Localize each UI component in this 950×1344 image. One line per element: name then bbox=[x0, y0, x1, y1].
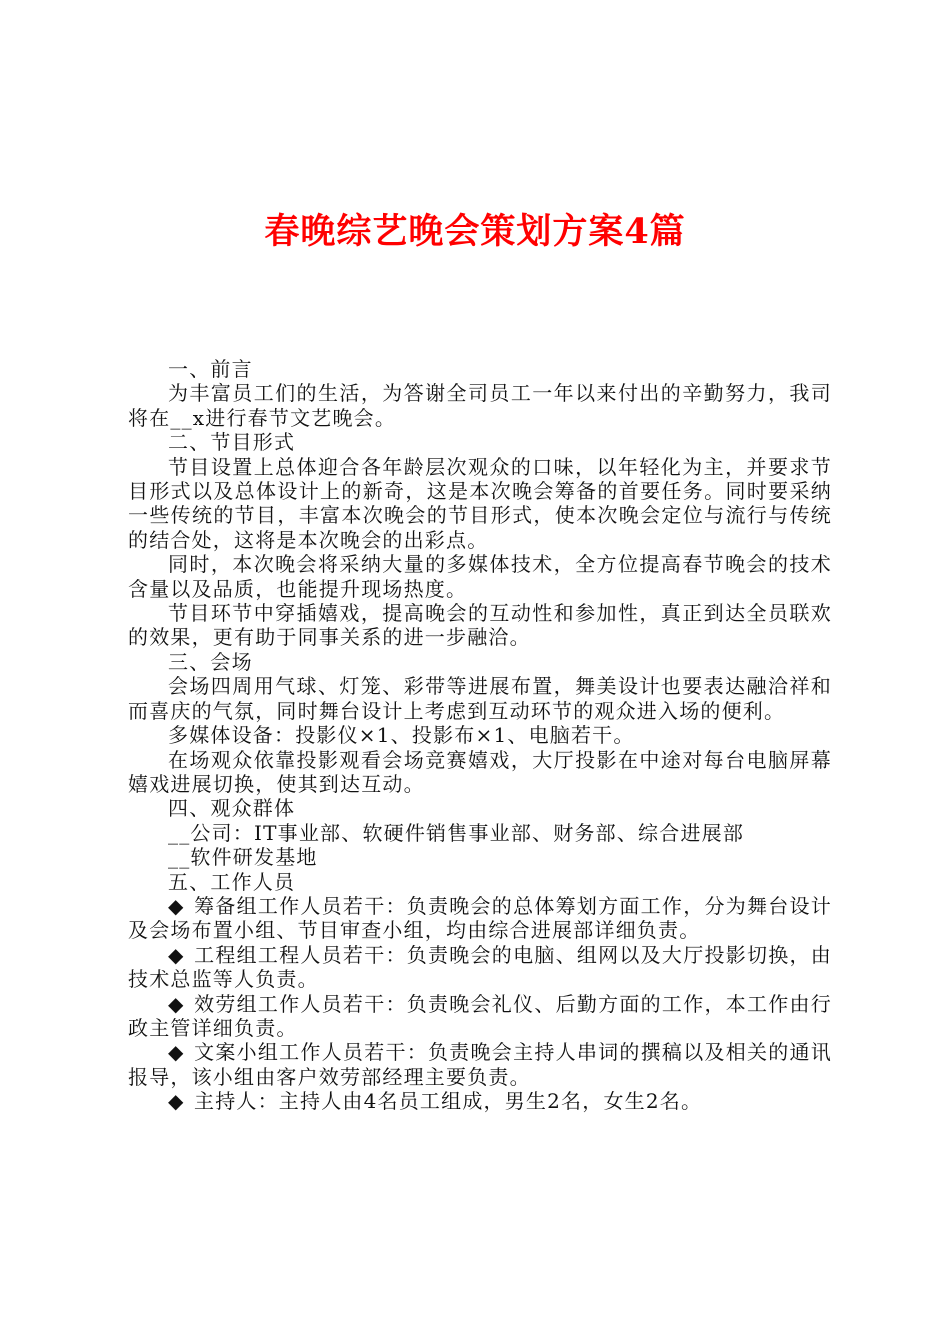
section-heading-audience: 四、观众群体 bbox=[168, 796, 296, 821]
section-heading-preface: 一、前言 bbox=[168, 357, 253, 381]
paragraph: 多媒体设备：投影仪×1、投影布×1、电脑若干。 bbox=[168, 723, 635, 748]
bullet-item bbox=[128, 894, 832, 943]
bullet-text: 工程组工程人员若干：负责晚会的电脑、组网以及大厅投影切换，由技术总监等人负责。 bbox=[128, 942, 832, 992]
paragraph: 同时，本次晚会将采纳大量的多媒体技术，全方位提高春节晚会的技术含量以及品质，也能提升现场热度。 bbox=[128, 552, 832, 601]
bullet-item bbox=[128, 1040, 832, 1089]
paragraph: 为丰富员工们的生活，为答谢全司员工一年以来付出的辛勤努力，我司将在__x进行春节文艺晚会。 bbox=[128, 381, 832, 430]
bullet-item bbox=[128, 943, 832, 992]
paragraph: __软件研发基地 bbox=[168, 845, 318, 870]
document-body bbox=[128, 357, 832, 1114]
paragraph: 节目设置上总体迎合各年龄层次观众的口味，以年轻化为主，并要求节目形式以及总体设计上的新奇，这是本次晚会筹备的首要任务。同时要采纳一些传统的节目，丰富本次晚会的节目形式，使本次晚会定位与流行与传统的结合处，这将是本次晚会的出彩点。 bbox=[128, 454, 832, 552]
diamond-bullet-icon: ◆ bbox=[168, 1040, 185, 1065]
diamond-bullet-icon: ◆ bbox=[168, 942, 185, 967]
bullet-text: 筹备组工作人员若干：负责晚会的总体筹划方面工作，分为舞台设计及会场布置小组、节目审查小组，均由综合进展部详细负责。 bbox=[128, 893, 832, 943]
bullet-item bbox=[128, 1089, 832, 1113]
section-heading-program-format: 二、节目形式 bbox=[168, 430, 296, 455]
bullet-item bbox=[128, 992, 832, 1041]
document-title: 春晚综艺晚会策划方案4篇 bbox=[264, 211, 686, 252]
diamond-bullet-icon: ◆ bbox=[168, 893, 185, 918]
bullet-text: 文案小组工作人员若干：负责晚会主持人串词的撰稿以及相关的通讯报导，该小组由客户效劳部经理主要负责。 bbox=[128, 1040, 832, 1089]
section-heading-venue: 三、会场 bbox=[168, 649, 253, 674]
diamond-bullet-icon: ◆ bbox=[168, 1089, 185, 1114]
paragraph: 在场观众依靠投影观看会场竞赛嬉戏，大厅投影在中途对每台电脑屏幕嬉戏进展切换，使其到达互动。 bbox=[128, 747, 832, 796]
diamond-bullet-icon: ◆ bbox=[168, 991, 185, 1016]
section-heading-staff: 五、工作人员 bbox=[168, 869, 296, 894]
paragraph: 节目环节中穿插嬉戏，提高晚会的互动性和参加性，真正到达全员联欢的效果，更有助于同事关系的进一步融洽。 bbox=[128, 601, 832, 650]
paragraph: 会场四周用气球、灯笼、彩带等进展布置，舞美设计也要表达融洽祥和而喜庆的气氛，同时舞台设计上考虑到互动环节的观众进入场的便利。 bbox=[128, 674, 832, 723]
bullet-text: 主持人：主持人由4名员工组成，男生2名，女生2名。 bbox=[194, 1089, 703, 1114]
paragraph: __公司：IT事业部、软硬件销售事业部、财务部、综合进展部 bbox=[168, 820, 745, 845]
bullet-text: 效劳组工作人员若干：负责晚会礼仪、后勤方面的工作，本工作由行政主管详细负责。 bbox=[128, 991, 832, 1040]
